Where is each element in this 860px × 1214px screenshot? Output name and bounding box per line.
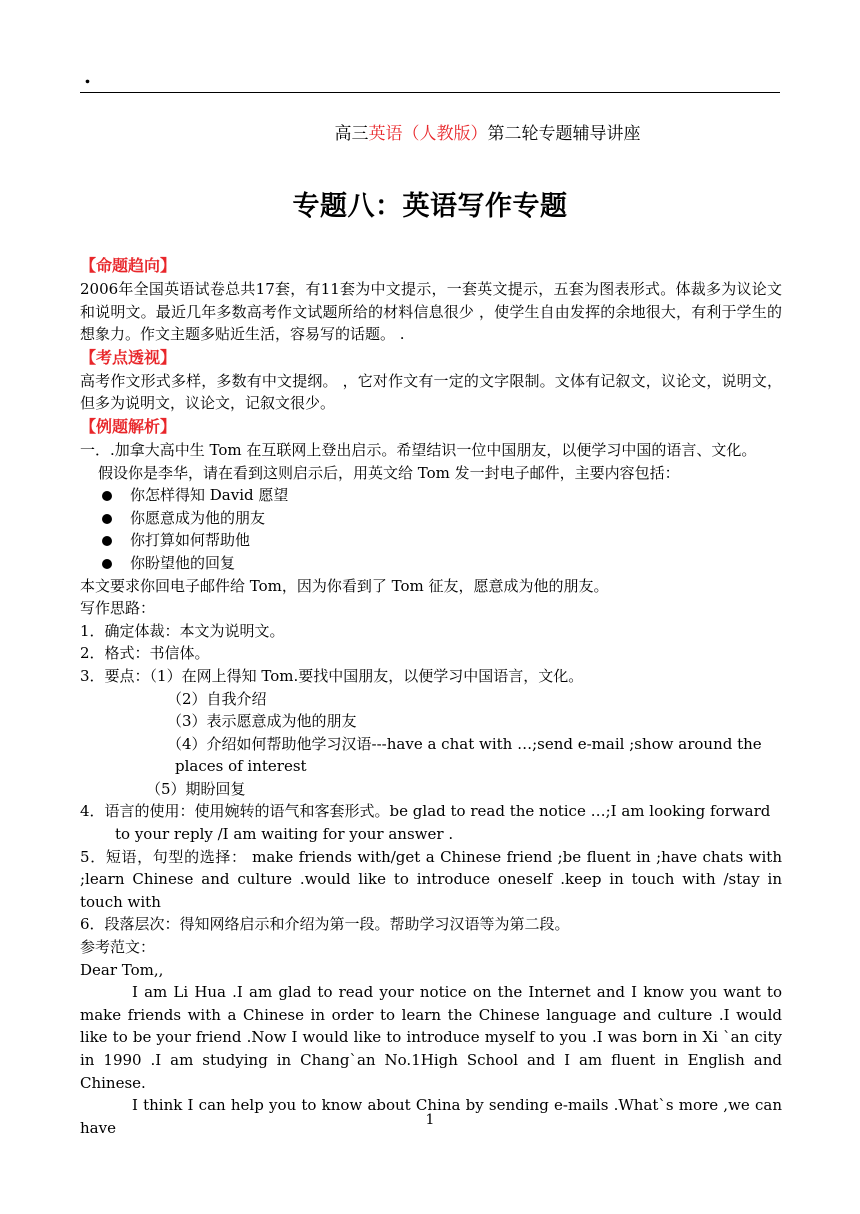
bullet-icon <box>102 559 112 569</box>
step-3: 3．要点：（1）在网上得知 Tom.要找中国朋友，以便学习中国语言，文化。 <box>80 666 584 685</box>
example-intro: 一．.加拿大高中生 Tom 在互联网上登出启示。希望结识一位中国朋友，以便学习中国的语言、文化。 <box>80 440 757 459</box>
bullet-icon <box>102 536 112 546</box>
section-heading-focus: 【考点透视】 <box>80 347 177 367</box>
page-title: 专题八：英语写作专题 <box>292 191 568 222</box>
bullet-icon <box>102 514 112 524</box>
subtitle-part3: 第二轮专题辅导讲座 <box>487 124 641 144</box>
step-3-2: （2）自我介绍 <box>167 689 267 708</box>
bullet-text: 你愿意成为他的朋友 <box>130 508 266 527</box>
step-4: 4．语言的使用：使用婉转的语气和客套形式。be glad to read the notice …;I am looking forward <box>80 802 771 821</box>
step-6: 6．段落层次：得知网络启示和介绍为第一段。帮助学习汉语等为第二段。 <box>80 915 570 934</box>
step-3-4: （4）介绍如何帮助他学习汉语---have a chat with …;send e-mail ;show around the <box>167 734 762 753</box>
trend-text: 2006年全国英语试卷总共17套，有11套为中文提示，一套英文提示，五套为图表形式。体裁多为议论文和说明文。最近几年多数高考作文试题所给的材料信息很少 ，使学生自由发挥的余地很大，有利于学生的想象力。作文主题多贴近生活，容易写的话题。 . <box>80 280 782 344</box>
example-task: 假设你是李华，请在看到这则启示后，用英文给 Tom 发一封电子邮件，主要内容包括： <box>98 463 680 482</box>
subtitle-part1: 高三 <box>334 124 369 144</box>
sample-paragraph-1: I am Li Hua .I am glad to read your notice on the Internet and I know you want to make friends with a Chinese in order to learn the Chinese language and culture .I would like to be your friend .Now I would like to introduce myself to you .I was born in Xi `an city in 1990 .I am studying in Chang`an No.1High School and I am fluent in English and Chinese. <box>80 983 782 1092</box>
bullet-text: 你盼望他的回复 <box>130 553 236 572</box>
example-requirement: 本文要求你回电子邮件给 Tom，因为你看到了 Tom 征友，愿意成为他的朋友。 <box>80 576 609 595</box>
step-3-4-cont: places of interest <box>175 757 307 776</box>
bullet-text: 你打算如何帮助他 <box>130 531 251 550</box>
header-dot: . <box>84 64 91 88</box>
list-item <box>80 529 782 552</box>
step-1: 1．确定体裁：本文为说明文。 <box>80 621 285 640</box>
sample-label: 参考范文： <box>80 938 156 957</box>
sample-paragraph-2: I think I can help you to know about China by sending e-mails .What`s more ,we can have <box>80 1096 782 1137</box>
step-3-5: （5）期盼回复 <box>146 779 246 798</box>
step-4-cont: to your reply /I am waiting for your answer . <box>115 825 454 844</box>
salutation: Dear Tom,, <box>80 960 164 979</box>
list-item <box>80 507 782 530</box>
list-item <box>80 552 782 575</box>
document-body <box>80 254 782 1139</box>
section-heading-example: 【例题解析】 <box>80 416 177 436</box>
list-item <box>80 484 782 507</box>
header-rule <box>80 92 780 93</box>
section-heading-trend: 【命题趋向】 <box>80 256 177 275</box>
subtitle-part2: 英语（人教版） <box>368 124 488 144</box>
focus-text: 高考作文形式多样，多数有中文提纲。 ，它对作文有一定的文字限制。文体有记叙文，议论文，说明文，但多为说明文，议论文，记叙文很少。 <box>80 371 782 413</box>
step-3-3: （3）表示愿意成为他的朋友 <box>167 712 357 731</box>
thinking-label: 写作思路： <box>80 599 156 618</box>
bullet-text: 你怎样得知 David 愿望 <box>130 486 289 505</box>
page-number: 1 <box>425 1112 435 1128</box>
step-5: 5．短语，句型的选择： make friends with/get a Chinese friend ;be fluent in ;have chats with ;learn Chinese and culture .would like to introduce oneself .keep in touch with /stay in touch with <box>80 847 782 911</box>
bullet-icon <box>102 491 112 501</box>
subtitle <box>0 122 860 146</box>
step-2: 2．格式：书信体。 <box>80 644 210 663</box>
